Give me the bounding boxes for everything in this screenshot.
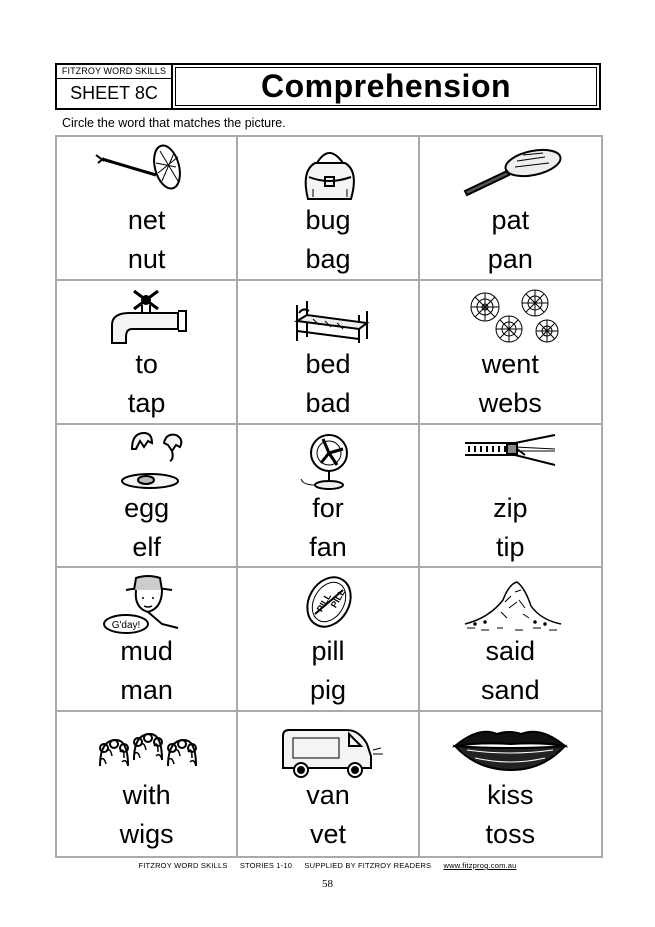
series-label: FITZROY WORD SKILLS — [57, 65, 171, 79]
lips-icon — [420, 716, 601, 780]
word-option-1[interactable]: mud — [120, 636, 173, 667]
word-option-2[interactable]: bad — [305, 387, 351, 418]
footer-url-link[interactable]: www.fitzprog.com.au — [443, 861, 517, 870]
footer-series: FITZROY WORD SKILLS — [138, 861, 228, 870]
grid-cell — [238, 281, 419, 425]
word-option-2[interactable]: vet — [309, 819, 346, 850]
word-option-2[interactable]: webs — [478, 387, 542, 418]
footer-supplier: SUPPLIED BY FITZROY READERS — [304, 861, 432, 870]
word-option-2[interactable]: sand — [481, 675, 540, 706]
grid-cell — [57, 281, 238, 425]
word-option-2[interactable]: wigs — [119, 819, 174, 850]
page-footer — [0, 861, 655, 870]
word-option-2[interactable]: nut — [127, 244, 166, 274]
broken-egg-icon — [57, 429, 236, 493]
word-option-2[interactable]: pig — [309, 675, 346, 706]
grid-cell — [238, 568, 419, 712]
grid-cell — [238, 137, 419, 281]
word-option-2[interactable]: fan — [309, 531, 347, 562]
frying-pan-icon — [420, 141, 601, 205]
word-option-1[interactable]: bug — [305, 205, 351, 235]
word-option-1[interactable]: kiss — [487, 780, 534, 811]
word-option-1[interactable]: went — [481, 348, 539, 379]
bag-icon — [238, 141, 417, 205]
grid-cell — [57, 425, 238, 569]
grid-cell — [420, 425, 601, 569]
grid-cell — [420, 281, 601, 425]
word-option-1[interactable]: pat — [491, 205, 530, 235]
tap-icon — [57, 285, 236, 349]
bed-icon — [238, 285, 417, 349]
word-option-1[interactable]: bed — [305, 348, 351, 379]
sheet-label-box — [57, 65, 173, 108]
sand-pile-icon — [420, 572, 601, 636]
man-with-hat-icon — [57, 572, 236, 636]
instruction-text: Circle the word that matches the picture. — [62, 116, 286, 130]
word-option-1[interactable]: pill — [311, 636, 345, 667]
word-option-2[interactable]: man — [120, 675, 173, 706]
spider-webs-icon — [420, 285, 601, 349]
sheet-number: SHEET 8C — [70, 83, 158, 103]
grid-cell — [420, 137, 601, 281]
van-icon — [238, 716, 417, 780]
title-box — [175, 67, 597, 106]
butterfly-net-icon — [57, 141, 236, 205]
word-option-2[interactable]: pan — [487, 244, 533, 274]
word-option-2[interactable]: toss — [485, 819, 536, 850]
word-option-2[interactable]: tip — [496, 531, 525, 562]
word-option-1[interactable]: van — [306, 780, 350, 811]
sheet-header — [55, 63, 601, 110]
word-option-2[interactable]: bag — [305, 244, 351, 274]
picture-word-grid — [55, 135, 603, 858]
grid-cell — [238, 425, 419, 569]
grid-cell — [57, 568, 238, 712]
word-option-1[interactable]: for — [312, 492, 344, 523]
zipper-icon — [420, 429, 601, 493]
pill-label-text: PILL — [328, 587, 348, 610]
fan-icon — [238, 429, 417, 493]
word-option-1[interactable]: said — [485, 636, 536, 667]
word-option-2[interactable]: tap — [127, 387, 166, 418]
word-option-1[interactable]: to — [135, 348, 158, 379]
grid-cell — [420, 712, 601, 856]
wigs-icon — [57, 716, 236, 780]
footer-stories: STORIES 1-10 — [239, 861, 293, 870]
word-option-1[interactable]: egg — [124, 492, 170, 523]
pill-label-text: PILL — [314, 591, 334, 614]
page-number: 58 — [322, 878, 333, 890]
pill-icon — [238, 572, 417, 636]
word-option-2[interactable]: elf — [132, 531, 161, 562]
grid-cell — [57, 712, 238, 856]
word-option-1[interactable]: net — [127, 205, 166, 235]
page-title: Comprehension — [260, 68, 512, 104]
grid-cell — [420, 568, 601, 712]
grid-cell — [57, 137, 238, 281]
word-option-1[interactable]: zip — [493, 492, 528, 523]
word-option-1[interactable]: with — [122, 780, 171, 811]
speech-bubble-text: G'day! — [111, 620, 140, 632]
grid-cell — [238, 712, 419, 856]
